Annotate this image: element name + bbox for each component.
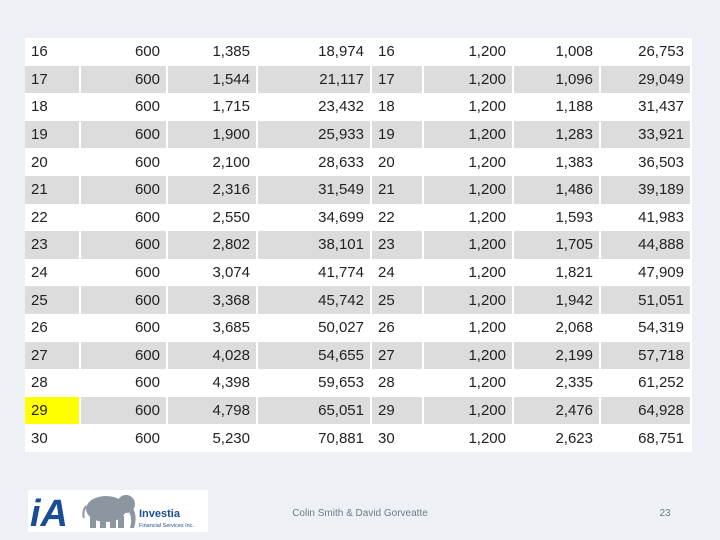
table-cell: 23,432 — [257, 93, 371, 121]
table-cell: 20 — [371, 148, 423, 176]
table-row — [25, 66, 691, 94]
table-cell: 25 — [25, 286, 80, 314]
table-cell: 41,983 — [600, 204, 691, 232]
table-row — [25, 231, 691, 259]
table-cell: 1,200 — [423, 148, 513, 176]
table-cell: 1,283 — [513, 121, 600, 149]
highlighted-cell: 29 — [25, 397, 80, 425]
table-cell: 1,900 — [167, 121, 257, 149]
logo-graphic — [28, 490, 208, 532]
table-row — [25, 204, 691, 232]
table-cell: 600 — [80, 38, 167, 66]
table-cell: 2,550 — [167, 204, 257, 232]
table-cell: 34,699 — [257, 204, 371, 232]
table-cell: 600 — [80, 424, 167, 452]
table-cell: 600 — [80, 286, 167, 314]
table-cell: 1,385 — [167, 38, 257, 66]
table-cell: 17 — [25, 66, 80, 94]
table-cell: 1,486 — [513, 176, 600, 204]
table-cell: 30 — [371, 424, 423, 452]
table-cell: 1,200 — [423, 424, 513, 452]
table-cell: 2,802 — [167, 231, 257, 259]
table-cell: 28 — [371, 369, 423, 397]
table-cell: 22 — [25, 204, 80, 232]
table-cell: 3,685 — [167, 314, 257, 342]
table-cell: 54,655 — [257, 342, 371, 370]
data-table — [25, 38, 692, 452]
table-cell: 1,200 — [423, 38, 513, 66]
table-cell: 1,200 — [423, 231, 513, 259]
table-row — [25, 342, 691, 370]
table-cell: 1,593 — [513, 204, 600, 232]
table-cell: 17 — [371, 66, 423, 94]
table-cell: 2,316 — [167, 176, 257, 204]
table-cell: 21,117 — [257, 66, 371, 94]
table-cell: 23 — [25, 231, 80, 259]
table-cell: 68,751 — [600, 424, 691, 452]
table-cell: 1,200 — [423, 259, 513, 287]
table-cell: 25 — [371, 286, 423, 314]
logo-brand-text: Investia — [139, 508, 180, 520]
table-cell: 39,189 — [600, 176, 691, 204]
table-cell: 1,383 — [513, 148, 600, 176]
footer-authors: Colin Smith & David Gorveatte — [292, 508, 428, 519]
table-cell: 16 — [371, 38, 423, 66]
table-cell: 2,476 — [513, 397, 600, 425]
table-cell: 41,774 — [257, 259, 371, 287]
table-row — [25, 424, 691, 452]
table-cell: 1,821 — [513, 259, 600, 287]
table-cell: 2,100 — [167, 148, 257, 176]
table-row — [25, 148, 691, 176]
logo-tagline-text: Financial Services Inc. — [139, 523, 195, 529]
table-cell: 1,200 — [423, 66, 513, 94]
table-cell: 25,933 — [257, 121, 371, 149]
table-cell: 600 — [80, 369, 167, 397]
table-cell: 22 — [371, 204, 423, 232]
table-cell: 38,101 — [257, 231, 371, 259]
ia-investia-logo — [28, 490, 208, 532]
table-cell: 600 — [80, 204, 167, 232]
table-cell: 54,319 — [600, 314, 691, 342]
table-cell: 1,200 — [423, 314, 513, 342]
table-cell: 57,718 — [600, 342, 691, 370]
table-row — [25, 286, 691, 314]
table-cell: 50,027 — [257, 314, 371, 342]
table-row — [25, 38, 691, 66]
table-cell: 31,549 — [257, 176, 371, 204]
table-cell: 44,888 — [600, 231, 691, 259]
table-cell: 16 — [25, 38, 80, 66]
table-cell: 1,715 — [167, 93, 257, 121]
table-cell: 24 — [371, 259, 423, 287]
table-cell: 31,437 — [600, 93, 691, 121]
table-cell: 1,544 — [167, 66, 257, 94]
table-cell: 20 — [25, 148, 80, 176]
table-cell: 3,074 — [167, 259, 257, 287]
table-row — [25, 369, 691, 397]
table-cell: 1,096 — [513, 66, 600, 94]
table-cell: 26 — [371, 314, 423, 342]
table-cell: 70,881 — [257, 424, 371, 452]
table-cell: 2,335 — [513, 369, 600, 397]
table-cell: 18,974 — [257, 38, 371, 66]
table-cell: 1,942 — [513, 286, 600, 314]
table-cell: 21 — [371, 176, 423, 204]
table-cell: 23 — [371, 231, 423, 259]
table-cell: 64,928 — [600, 397, 691, 425]
page-number: 23 — [659, 508, 671, 519]
table-cell: 600 — [80, 342, 167, 370]
table-cell: 36,503 — [600, 148, 691, 176]
table-cell: 600 — [80, 148, 167, 176]
table-cell: 1,200 — [423, 176, 513, 204]
table-row — [25, 176, 691, 204]
table-cell: 4,028 — [167, 342, 257, 370]
table-cell: 28,633 — [257, 148, 371, 176]
table-cell: 1,008 — [513, 38, 600, 66]
table-cell: 29 — [371, 397, 423, 425]
table-row — [25, 314, 691, 342]
table-cell: 59,653 — [257, 369, 371, 397]
table-cell: 1,200 — [423, 121, 513, 149]
table-row — [25, 93, 691, 121]
table-cell: 28 — [25, 369, 80, 397]
table-cell: 2,068 — [513, 314, 600, 342]
table-cell: 600 — [80, 66, 167, 94]
table-cell: 47,909 — [600, 259, 691, 287]
table-cell: 27 — [25, 342, 80, 370]
data-table-body — [25, 38, 691, 452]
table-cell: 1,200 — [423, 369, 513, 397]
table-cell: 19 — [371, 121, 423, 149]
table-cell: 2,623 — [513, 424, 600, 452]
table-cell: 5,230 — [167, 424, 257, 452]
table-cell: 65,051 — [257, 397, 371, 425]
table-cell: 600 — [80, 314, 167, 342]
table-cell: 45,742 — [257, 286, 371, 314]
table-row — [25, 397, 691, 425]
table-cell: 2,199 — [513, 342, 600, 370]
table-cell: 61,252 — [600, 369, 691, 397]
table-cell: 600 — [80, 176, 167, 204]
table-cell: 30 — [25, 424, 80, 452]
table-cell: 1,200 — [423, 204, 513, 232]
table-cell: 19 — [25, 121, 80, 149]
table-cell: 1,200 — [423, 93, 513, 121]
table-cell: 1,200 — [423, 286, 513, 314]
table-cell: 26,753 — [600, 38, 691, 66]
table-cell: 18 — [25, 93, 80, 121]
table-cell: 4,398 — [167, 369, 257, 397]
table-cell: 4,798 — [167, 397, 257, 425]
table-cell: 33,921 — [600, 121, 691, 149]
table-row — [25, 259, 691, 287]
table-cell: 21 — [25, 176, 80, 204]
data-table-container — [25, 38, 691, 452]
table-cell: 1,188 — [513, 93, 600, 121]
table-cell: 24 — [25, 259, 80, 287]
table-cell: 3,368 — [167, 286, 257, 314]
table-cell: 600 — [80, 397, 167, 425]
table-cell: 27 — [371, 342, 423, 370]
table-cell: 600 — [80, 259, 167, 287]
table-cell: 1,705 — [513, 231, 600, 259]
table-cell: 18 — [371, 93, 423, 121]
table-cell: 600 — [80, 231, 167, 259]
table-cell: 51,051 — [600, 286, 691, 314]
table-cell: 600 — [80, 121, 167, 149]
table-cell: 600 — [80, 93, 167, 121]
table-cell: 26 — [25, 314, 80, 342]
table-row — [25, 121, 691, 149]
table-cell: 1,200 — [423, 397, 513, 425]
table-cell: 1,200 — [423, 342, 513, 370]
table-cell: 29,049 — [600, 66, 691, 94]
logo-mark-text: iA — [30, 493, 68, 532]
